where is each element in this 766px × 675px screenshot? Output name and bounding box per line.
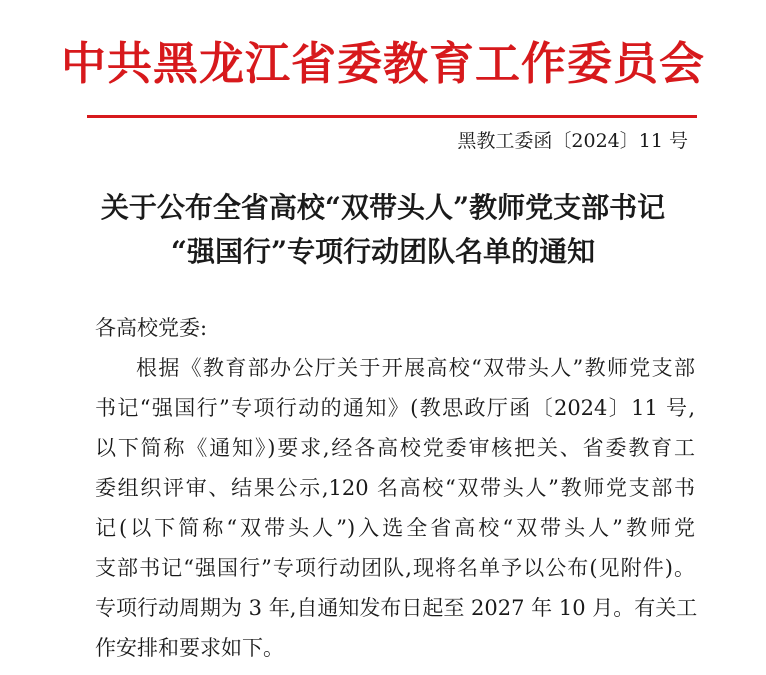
body-text-line: 作安排和要求如下。 bbox=[95, 636, 284, 660]
notice-title-line-2: “强国行”专项行动团队名单的通知 bbox=[170, 235, 596, 268]
body-text-line: 根据《教育部办公厅关于开展高校“双带头人”教师党支部 bbox=[136, 356, 695, 380]
issuing-organization-header: 中共黑龙江省委教育工作委员会 bbox=[60, 37, 705, 90]
body-text-line: 支部书记“强国行”专项行动团队,现将名单予以公布(见附件)。 bbox=[95, 556, 695, 580]
addressee: 各高校党委: bbox=[95, 316, 208, 340]
body-text-line: 记(以下简称“双带头人”)入选全省高校“双带头人”教师党 bbox=[95, 516, 695, 540]
document-number: 黑教工委函〔2024〕11 号 bbox=[457, 130, 688, 152]
body-text-line: 委组织评审、结果公示,120 名高校“双带头人”教师党支部书 bbox=[95, 476, 695, 500]
body-text-line: 以下简称《通知》)要求,经各高校党委审核把关、省委教育工 bbox=[95, 436, 695, 460]
notice-title-line-1: 关于公布全省高校“双带头人”教师党支部书记 bbox=[100, 191, 666, 224]
body-text-line: 专项行动周期为 3 年,自通知发布日起至 2027 年 10 月。有关工 bbox=[95, 596, 698, 620]
red-header-divider bbox=[87, 115, 697, 118]
body-text-line: 书记“强国行”专项行动的通知》(教思政厅函〔2024〕11 号, bbox=[95, 396, 695, 420]
